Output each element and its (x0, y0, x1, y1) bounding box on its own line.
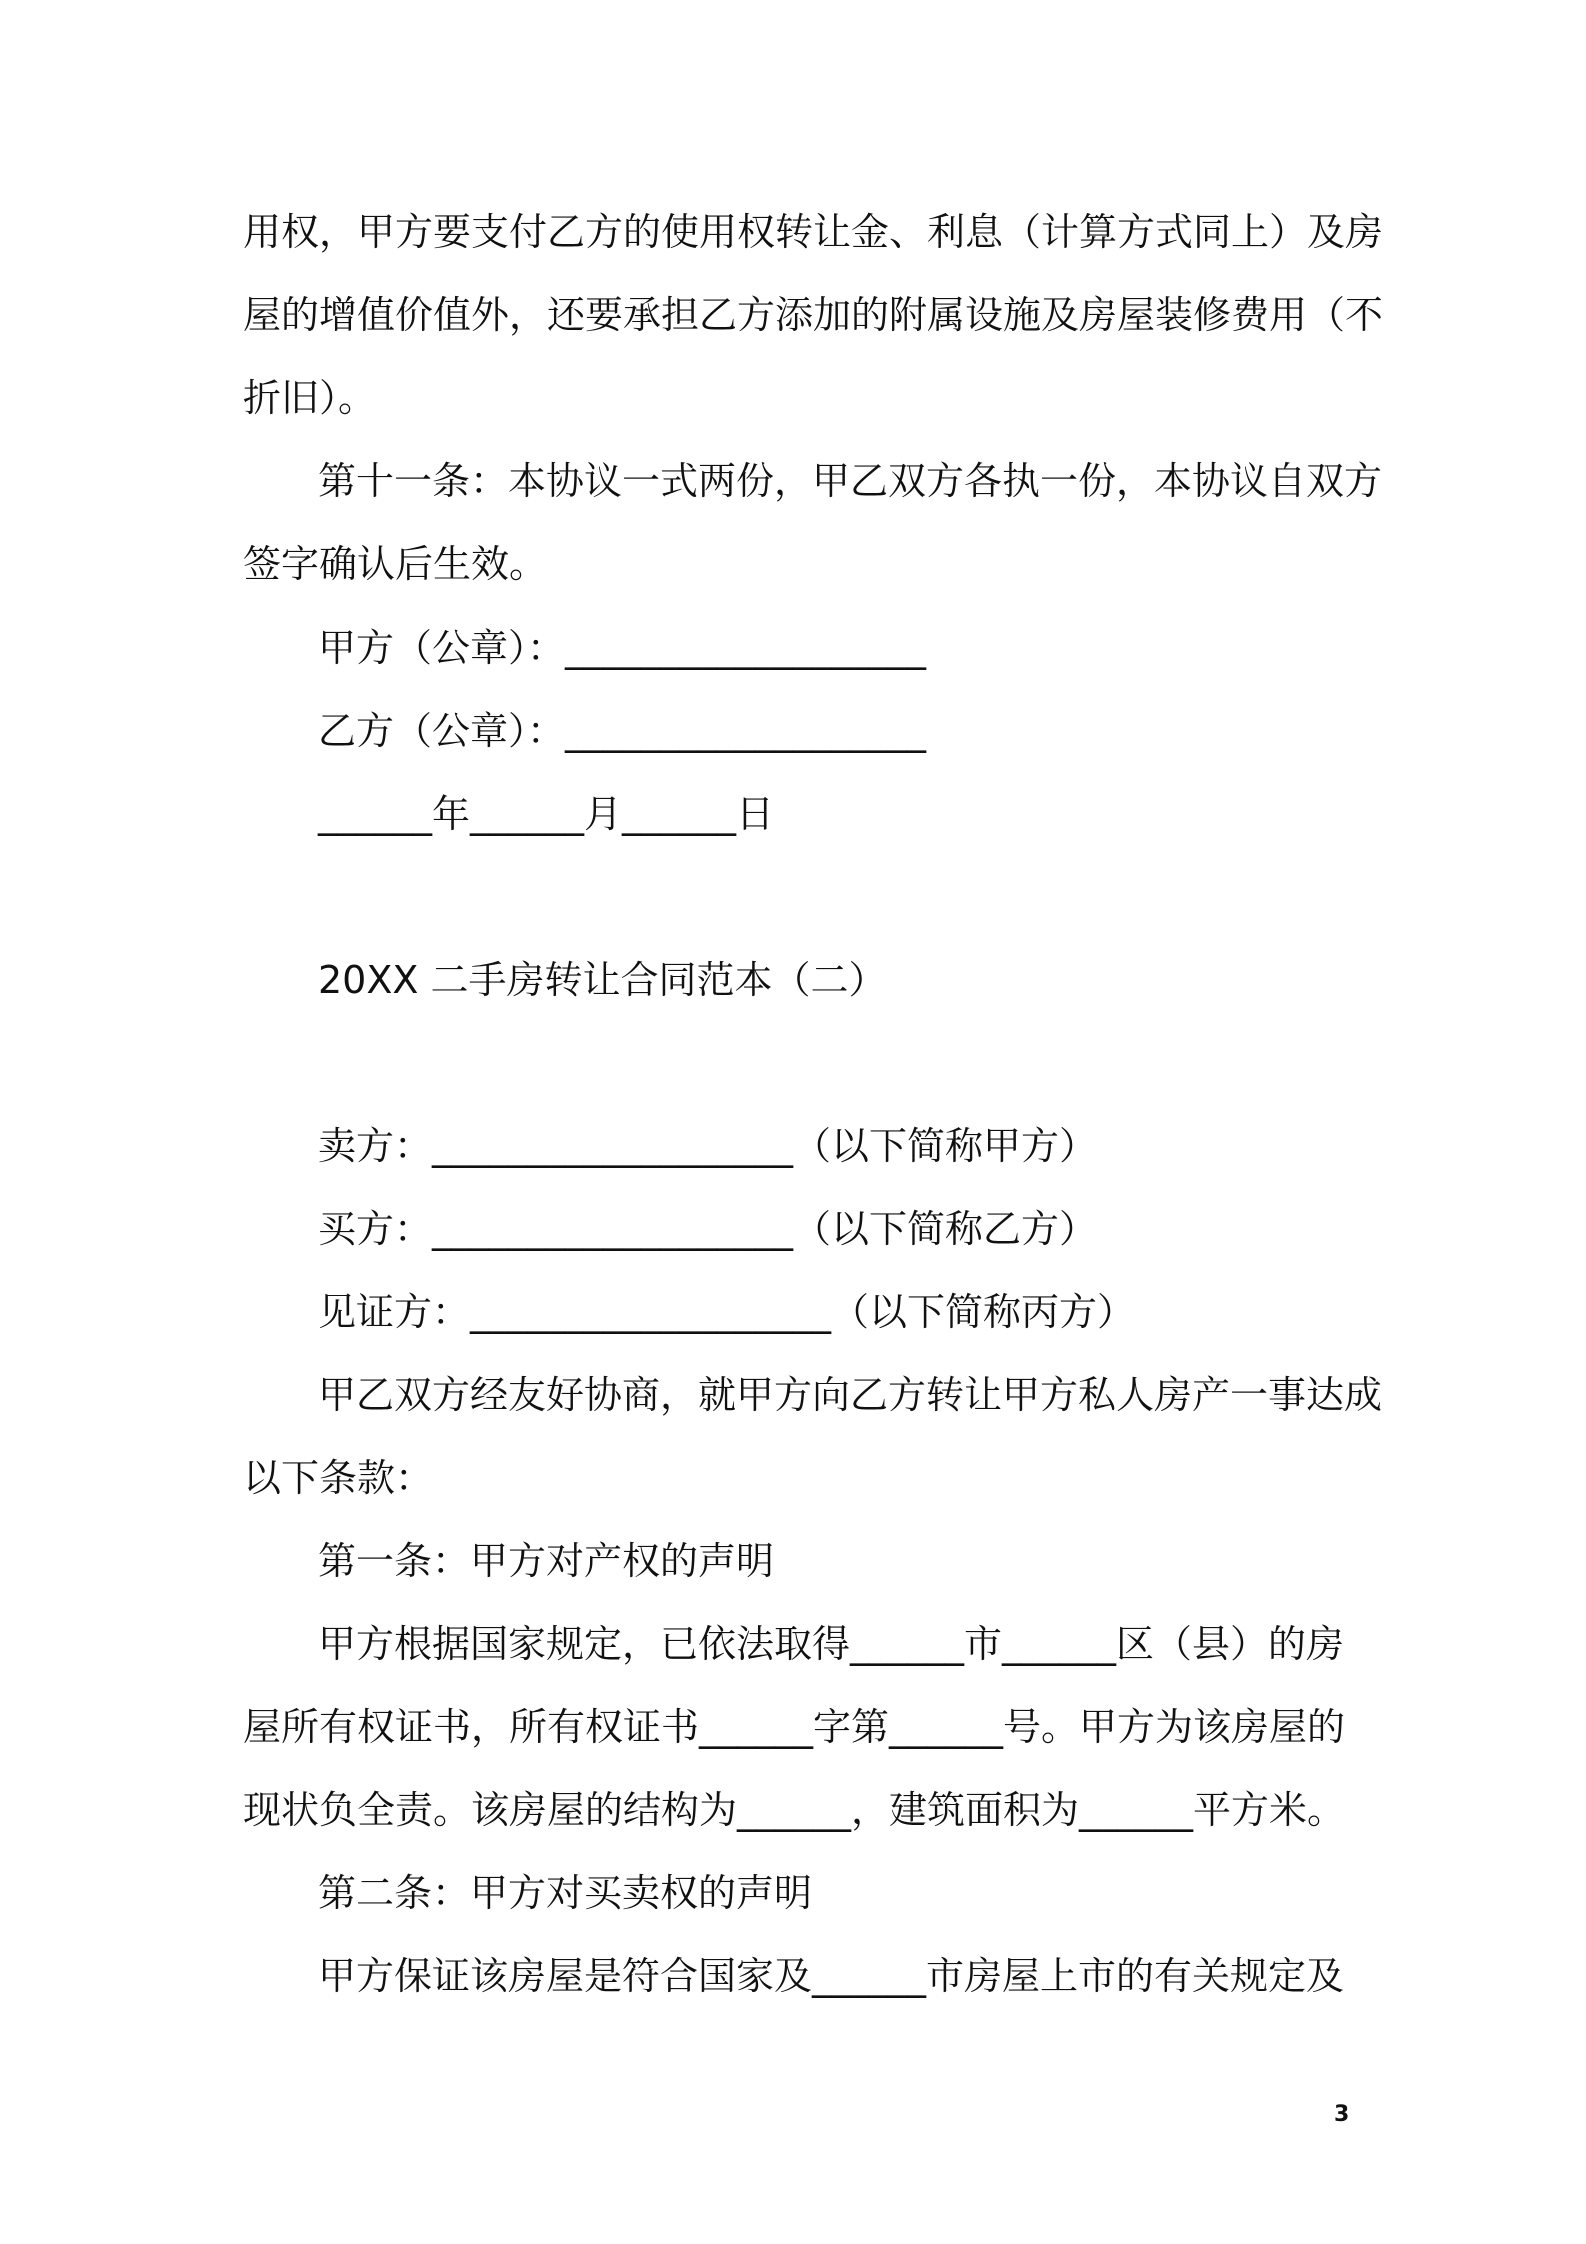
text-line: 甲方根据国家规定，已依法取得______市______区（县）的房 (318, 1622, 1345, 1666)
section-title: 20XX 二手房转让合同范本（二） (318, 958, 887, 1002)
text-line: 甲方保证该房屋是符合国家及______市房屋上市的有关规定及 (318, 1954, 1345, 1998)
witness-line: 见证方：___________________（以下简称丙方） (318, 1290, 1136, 1334)
article-heading: 第一条：甲方对产权的声明 (318, 1539, 775, 1583)
text-line: 甲乙双方经友好协商，就甲方向乙方转让甲方私人房产一事达成 (318, 1373, 1383, 1417)
text-line: 屋的增值价值外，还要承担乙方添加的附属设施及房屋装修费用（不 (243, 293, 1384, 337)
article-heading: 第二条：甲方对买卖权的声明 (318, 1871, 813, 1915)
signature-line-party-b: 乙方（公章）：___________________ (318, 709, 927, 753)
signature-line-party-a: 甲方（公章）：___________________ (318, 626, 927, 670)
page-number: 3 (1334, 2102, 1350, 2127)
text-line: 以下条款： (243, 1456, 434, 1500)
text-line: 签字确认后生效。 (243, 542, 548, 586)
text-line: 现状负全责。该房屋的结构为______，建筑面积为______平方米。 (243, 1788, 1346, 1832)
seller-line: 卖方：___________________（以下简称甲方） (318, 1124, 1098, 1168)
date-line: ______年______月______日 (318, 792, 775, 836)
text-line: 折旧）。 (243, 376, 377, 420)
text-line: 第十一条：本协议一式两份，甲乙双方各执一份，本协议自双方 (318, 459, 1383, 503)
text-line: 用权，甲方要支付乙方的使用权转让金、利息（计算方式同上）及房 (243, 210, 1384, 254)
text-line: 屋所有权证书，所有权证书______字第______号。甲方为该房屋的 (243, 1705, 1346, 1749)
buyer-line: 买方：___________________（以下简称乙方） (318, 1207, 1098, 1251)
